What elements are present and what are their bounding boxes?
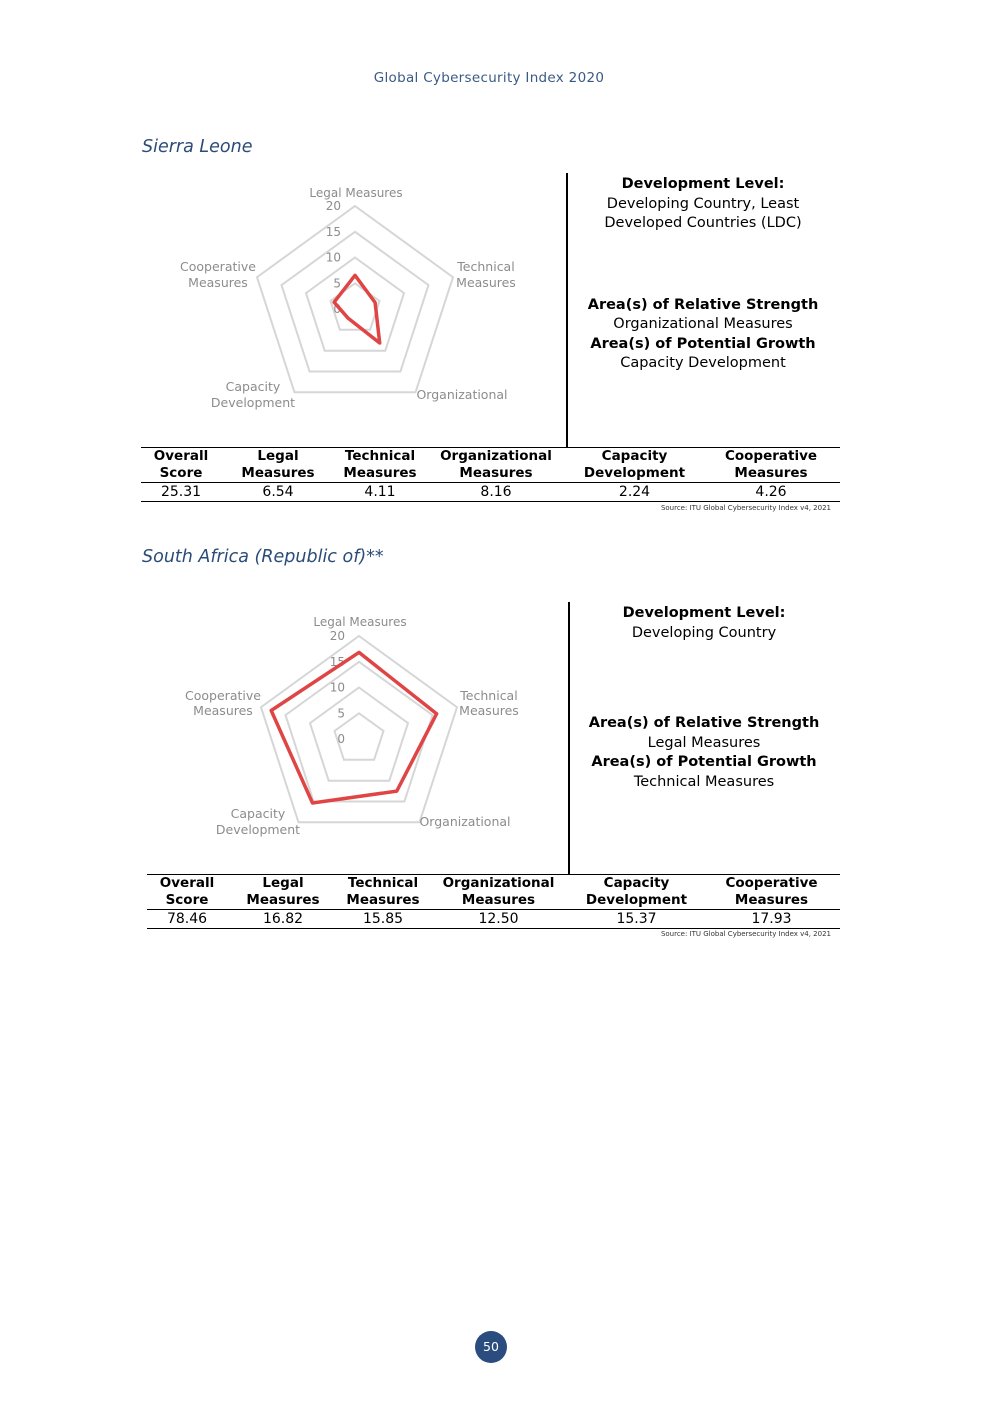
axis-label-organizational: Organizational [416,387,508,402]
development-level-value: Developed Countries (LDC) [604,215,802,231]
axis-label-technical-2: Measures [459,703,519,718]
info-panel [580,604,828,792]
country-title: Sierra Leone [142,137,253,157]
tick-label: 10 [329,680,345,695]
strength-value: Organizational Measures [613,316,793,332]
source-note: Source: ITU Global Cybersecurity Index v4, 2021 [660,930,831,938]
axis-label-legal: Legal Measures [313,615,407,629]
development-level-label: Development Level: [621,176,785,192]
column-header: Technical Measures [339,875,427,910]
tick-label: 15 [329,654,345,669]
column-header: Legal Measures [227,875,339,910]
score-table-header [141,448,840,483]
tick-label: 10 [325,250,341,265]
column-header: Organizational Measures [427,875,570,910]
column-header: Legal Measures [221,448,335,483]
score-table [141,447,840,502]
capacity-score: 15.37 [570,910,703,929]
column-header: Cooperative Measures [702,448,840,483]
axis-label-cooperative-1: Cooperative [180,259,256,274]
running-header: Global Cybersecurity Index 2020 [373,70,605,86]
organizational-score: 8.16 [425,483,567,502]
axis-label-organizational: Organizational [419,814,511,829]
score-table [147,874,840,929]
grid-ring [310,688,408,781]
table-row [141,483,840,502]
tick-label: 0 [333,302,341,316]
overall-score: 25.31 [141,483,221,502]
legal-score: 16.82 [227,910,339,929]
capacity-score: 2.24 [567,483,702,502]
technical-score: 4.11 [335,483,425,502]
axis-label-capacity-1: Capacity [230,806,286,821]
axis-label-technical-1: Technical [460,688,518,703]
cooperative-score: 4.26 [702,483,840,502]
growth-value: Capacity Development [620,355,786,371]
technical-score: 15.85 [339,910,427,929]
tick-label: 5 [333,276,341,291]
overall-score: 78.46 [147,910,227,929]
axis-label-cooperative-2: Measures [193,703,253,718]
legal-score: 6.54 [221,483,335,502]
organizational-score: 12.50 [427,910,570,929]
growth-label: Area(s) of Potential Growth [590,335,816,352]
axis-label-capacity-2: Development [210,395,296,410]
axis-label-capacity-1: Capacity [225,379,281,394]
country-title: South Africa (Republic of)** [142,547,384,567]
tick-label: 20 [329,629,345,643]
tick-label: 5 [337,706,345,721]
development-level-value: Developing Country [631,624,777,641]
divider-line [568,602,570,874]
axis-label-cooperative-2: Measures [188,275,248,290]
axis-label-capacity-2: Development [215,822,301,837]
axis-label-cooperative-1: Cooperative [185,688,261,703]
column-header: Capacity Development [567,448,702,483]
tick-label: 20 [325,199,341,213]
divider-line [566,173,568,447]
column-header: Technical Measures [335,448,425,483]
column-header: Overall Score [147,875,227,910]
axis-label-technical-1: Technical [457,259,515,274]
tick-label: 0 [337,732,345,746]
page-number: 50 [475,1331,507,1363]
development-level-label: Development Level: [622,605,786,621]
column-header: Capacity Development [570,875,703,910]
source-note: Source: ITU Global Cybersecurity Index v4, 2021 [660,504,831,512]
column-header: Cooperative Measures [703,875,840,910]
growth-value: Technical Measures [633,773,775,790]
strength-label: Area(s) of Relative Strength [587,296,819,313]
development-level-value: Developing Country, Least [606,195,800,212]
cooperative-score: 17.93 [703,910,840,929]
score-table-header [147,875,840,910]
radar-chart [160,175,560,425]
grid-ring [306,258,404,351]
tick-label: 15 [325,224,341,239]
table-row [147,910,840,929]
column-header: Organizational Measures [425,448,567,483]
axis-label-technical-2: Measures [456,275,516,290]
axis-label-legal: Legal Measures [309,186,403,200]
info-panel [578,175,828,374]
strength-label: Area(s) of Relative Strength [588,715,820,731]
radar-grid [257,206,453,392]
growth-label: Area(s) of Potential Growth [591,754,817,770]
radar-chart [160,604,560,854]
strength-value: Legal Measures [647,734,761,751]
column-header: Overall Score [141,448,221,483]
